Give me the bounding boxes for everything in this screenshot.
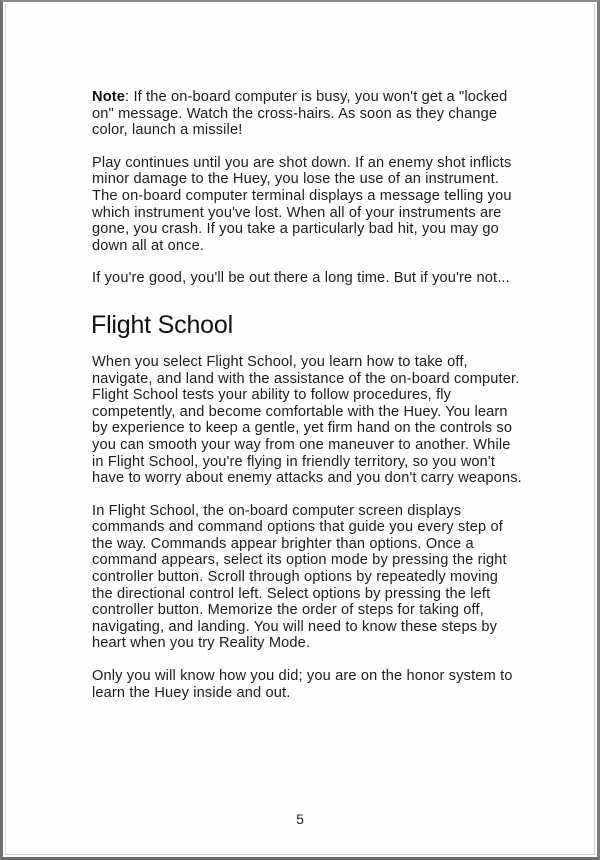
note-text: : If the on-board computer is busy, you won't get a "locked on" message. Watch the cross-hairs. As soon as they change color, launch a missile!: [92, 89, 508, 139]
flight-school-commands-paragraph: In Flight School, the on-board computer screen displays commands and command options that guide you every step of the way. Commands appear brighter than options. Once a command appears, select its option mode by pressing the right controller button. Scroll through options by repeatedly moving the directional control left. Select options by pressing the left controller button. Memorize the order of steps for taking off, navigating, and landing. You will need to know these steps by heart when you try Reality Mode.: [92, 502, 507, 652]
honor-system-paragraph: Only you will know how you did; you are on the honor system to learn the Huey inside and out.: [92, 668, 513, 701]
if-youre-good-paragraph: If you're good, you'll be out there a long time. But if you're not...: [92, 270, 510, 287]
flight-school-intro-paragraph: When you select Flight School, you learn how to take off, navigate, and land with the assistance of the on-board computer. Flight School tests your ability to follow procedures, fly competently, and become comfortable with the Huey. You learn by experience to keep a gentle, yet firm hand on the controls so you can smooth your way from one maneuver to another. While in Flight School, you're flying in friendly territory, so you won't have to worry about enemy attacks and you don't carry weapons.: [92, 353, 522, 487]
page-number: 5: [296, 811, 304, 827]
flight-school-heading: Flight School: [91, 310, 233, 339]
page-content: [92, 89, 522, 717]
note-paragraph: [92, 89, 522, 139]
play-continues-paragraph: Play continues until you are shot down. If an enemy shot inflicts minor damage to the Huey, you lose the use of an instrument. The on-board computer terminal displays a message telling you which instrument you've lost. When all of your instruments are gone, you crash. If you take a particularly bad hit, you may go down all at once.: [92, 154, 512, 254]
note-label: Note: [92, 89, 126, 105]
